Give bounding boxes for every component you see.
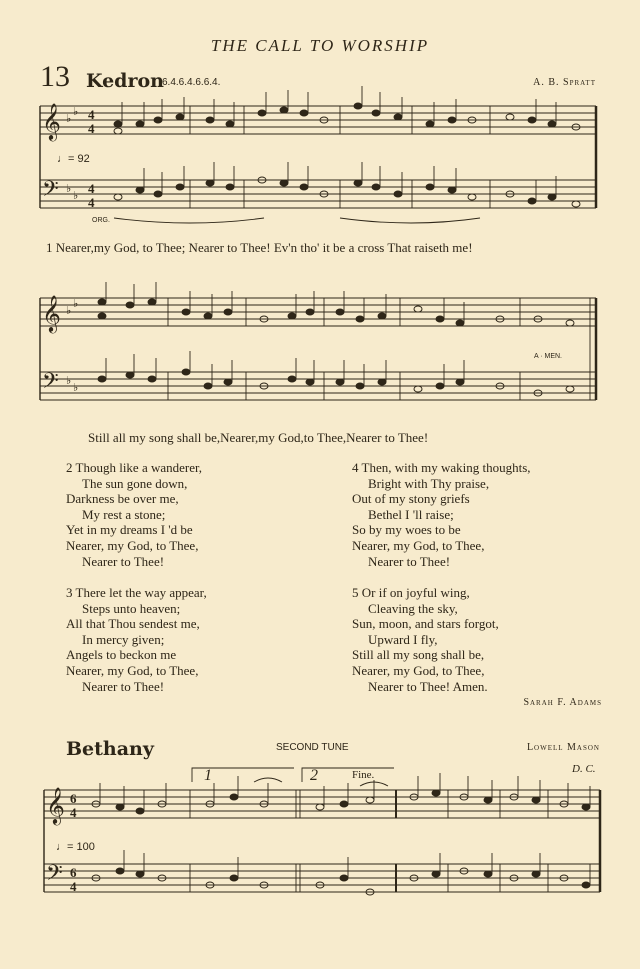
- time-sig-bottom-bass: 4: [70, 879, 77, 894]
- stanza-2: [66, 460, 202, 569]
- composer-spratt: A. B. Spratt: [533, 77, 596, 88]
- music-system-1: [40, 96, 600, 236]
- page-header: THE CALL TO WORSHIP: [210, 36, 430, 55]
- svg-text:♭: ♭: [73, 298, 79, 310]
- stanza-3: [66, 585, 207, 694]
- hymn-author: Sarah F. Adams: [523, 697, 602, 708]
- stanza-line: Cleaving the sky,: [368, 600, 458, 616]
- stanza-line: Steps unto heaven;: [82, 600, 181, 616]
- svg-text:♭: ♭: [73, 382, 79, 394]
- svg-text:𝄞: 𝄞: [42, 102, 61, 140]
- stanza-line: Nearer, my God, to Thee,: [352, 662, 485, 678]
- time-sig-top-bass: 4: [88, 181, 95, 196]
- amen-label: A · MEN.: [534, 353, 563, 360]
- stanza-line: In mercy given;: [82, 631, 165, 647]
- composer-mason: Lowell Mason: [526, 742, 600, 753]
- volta-1: 1: [204, 767, 212, 784]
- stanza-line: 5 Or if on joyful wing,: [352, 585, 470, 600]
- stanza-line: Angels to beckon me: [66, 647, 177, 663]
- stanza-line: So by my woes to be: [352, 522, 461, 538]
- stanza-line: Bethel I 'll raise;: [368, 506, 454, 522]
- stanza-line: Nearer, my God, to Thee,: [352, 537, 485, 553]
- org-label: ORG.: [92, 217, 110, 224]
- stanza-line: Yet in my dreams I 'd be: [66, 522, 193, 538]
- svg-text:𝄢: 𝄢: [42, 369, 59, 399]
- lyric-line-1: 1 Nearer,my God, to Thee; Nearer to Thee! Ev'n tho' it be a cross That raiseth me!: [46, 240, 473, 255]
- svg-text:𝄞: 𝄞: [42, 294, 61, 332]
- stanza-line: 3 There let the way appear,: [66, 585, 207, 600]
- svg-text:♭: ♭: [66, 113, 72, 125]
- time-sig-bottom: 4: [88, 121, 95, 136]
- stanza-line: Nearer, my God, to Thee,: [66, 537, 199, 553]
- stanza-line: Nearer to Thee!: [82, 553, 165, 569]
- time-sig-bottom-bass: 4: [88, 195, 95, 210]
- time-sig-top-bass: 6: [70, 865, 77, 880]
- stanza-line: 2 Though like a wanderer,: [66, 460, 203, 475]
- stanza-line: Nearer to Thee!: [82, 678, 165, 694]
- tempo-marking-bethany: ♩= 100: [56, 841, 95, 853]
- stanza-line: Nearer to Thee!: [368, 553, 451, 569]
- time-sig-top: 6: [70, 791, 77, 806]
- svg-text:♭: ♭: [73, 106, 79, 118]
- svg-text:𝄢: 𝄢: [42, 177, 59, 207]
- fine-marking: Fine.: [352, 769, 375, 781]
- stanza-line: Darkness be over me,: [66, 491, 179, 507]
- stanza-4: [352, 460, 531, 569]
- stanza-line: 4 Then, with my waking thoughts,: [352, 460, 531, 475]
- volta-2: 2: [310, 767, 318, 784]
- svg-text:♭: ♭: [66, 305, 72, 317]
- dc-marking: D. C.: [572, 763, 596, 775]
- stanza-line: Nearer, my God, to Thee,: [66, 662, 199, 678]
- stanza-line: Nearer to Thee! Amen.: [368, 678, 488, 694]
- stanza-line: Still all my song shall be,: [352, 647, 485, 663]
- svg-text:𝄢: 𝄢: [46, 861, 63, 891]
- svg-text:♭: ♭: [66, 183, 72, 195]
- stanza-line: Sun, moon, and stars forgot,: [352, 616, 499, 632]
- svg-text:𝄞: 𝄞: [46, 786, 65, 824]
- music-system-2: [40, 288, 600, 418]
- lyric-line-2: Still all my song shall be,Nearer,my God,to Thee,Nearer to Thee!: [88, 430, 429, 445]
- svg-text:♭: ♭: [66, 375, 72, 387]
- tune-name-bethany: Bethany: [66, 738, 154, 760]
- stanza-line: The sun gone down,: [82, 475, 188, 491]
- svg-text:♭: ♭: [73, 190, 79, 202]
- second-tune-label: SECOND TUNE: [276, 742, 349, 753]
- stanza-line: All that Thou sendest me,: [66, 616, 200, 632]
- tempo-marking: ♩= 92: [57, 153, 90, 165]
- stanza-line: Upward I fly,: [368, 631, 438, 647]
- tune-name-kedron: Kedron: [86, 70, 164, 92]
- time-sig-top: 4: [88, 107, 95, 122]
- music-system-3: [44, 760, 604, 930]
- time-sig-bottom: 4: [70, 805, 77, 820]
- stanza-line: Out of my stony griefs: [352, 491, 470, 507]
- hymn-number: 13: [40, 60, 70, 93]
- stanza-5: [352, 585, 499, 694]
- stanza-line: Bright with Thy praise,: [368, 475, 490, 491]
- stanza-line: My rest a stone;: [82, 506, 166, 522]
- meter: 6.4.6.4.6.6.4.: [162, 77, 221, 88]
